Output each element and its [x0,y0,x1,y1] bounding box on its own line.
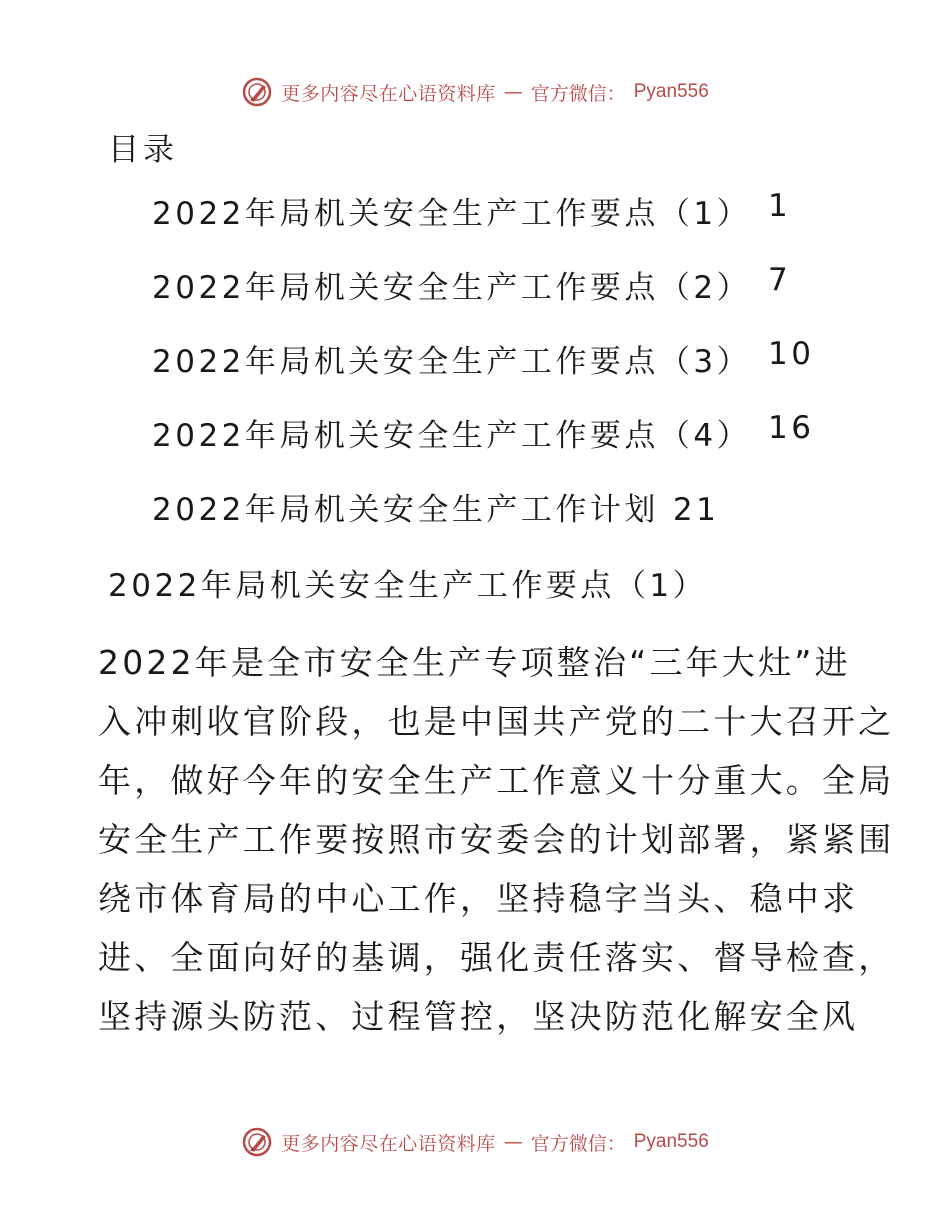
watermark-dash: — [503,81,523,103]
toc-item[interactable] [152,410,852,484]
section-title: 2022年局机关安全生产工作要点（1） [108,568,708,604]
body-line: 年，做好今年的安全生产工作意义十分重大。全局 [98,761,895,800]
toc-item[interactable] [152,484,852,558]
body-line: 绕市体育局的中心工作，坚持稳字当头、稳中求 [98,879,859,918]
toc-item[interactable] [152,262,852,336]
toc-item-page: 1 [768,188,792,224]
pen-logo-icon [241,76,273,108]
body-line: 安全生产工作要按照市安委会的计划部署，紧紧围 [98,820,895,859]
body-paragraph [98,633,895,1046]
toc-item-title: 2022年局机关安全生产工作要点（1） [152,196,752,232]
toc-item-title: 2022年局机关安全生产工作要点（2） [152,270,752,306]
watermark-sub-text: 官方微信： [530,1132,626,1155]
toc-item[interactable] [152,188,852,262]
body-line: 坚持源头防范、过程管控，坚决防范化解安全风 [98,997,859,1036]
watermark-id: Pyan556 [633,81,709,102]
toc-item[interactable] [152,336,852,410]
watermark-id: Pyan556 [633,1131,709,1152]
watermark-main-text: 更多内容尽在心语资料库 [281,1132,496,1155]
pen-logo-icon [241,1126,273,1158]
header-watermark [0,72,950,112]
toc-heading: 目录 [108,132,178,168]
watermark-main-text: 更多内容尽在心语资料库 [281,82,496,105]
toc-item-page: 21 [672,492,720,528]
body-line: 入冲刺收官阶段，也是中国共产党的二十大召开之 [98,702,895,741]
body-line: 进、全面向好的基调，强化责任落实、督导检查， [98,938,895,977]
toc-item-page: 7 [768,262,792,298]
toc-item-title: 2022年局机关安全生产工作要点（4） [152,418,752,454]
watermark-sub-text: 官方微信： [530,82,626,105]
toc-item-title: 2022年局机关安全生产工作计划 [152,492,659,528]
footer-watermark [0,1122,950,1162]
toc-list [152,188,852,558]
toc-item-page: 10 [768,336,815,372]
toc-item-title: 2022年局机关安全生产工作要点（3） [152,344,752,380]
body-line: 2022年是全市安全生产专项整治“三年大灶”进 [98,643,851,682]
toc-item-page: 16 [768,410,815,446]
watermark-dash: — [503,1131,523,1153]
